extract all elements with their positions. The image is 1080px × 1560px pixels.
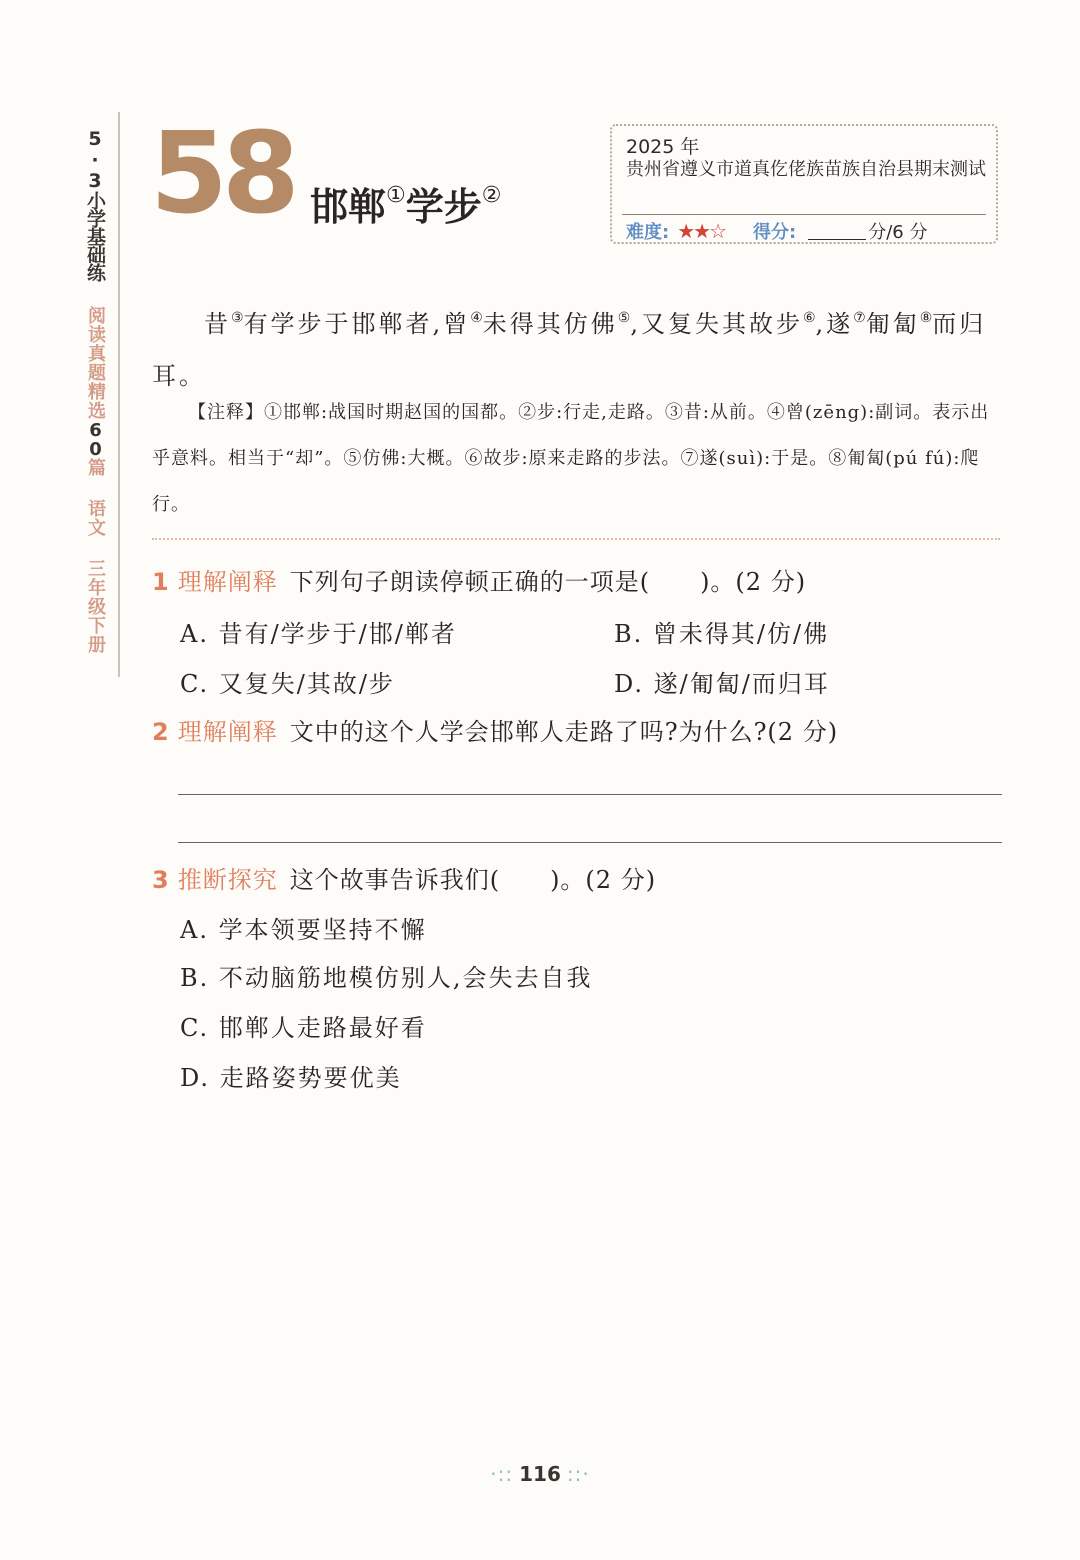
book-subtitle-b: 篇 语文 三年级下册: [85, 458, 106, 654]
lesson-title: [310, 176, 502, 231]
option-d[interactable]: D. 遂/匍匐/而归耳: [614, 670, 830, 698]
question-number: 3: [152, 866, 170, 894]
book-subtitle-a: 阅读真题精选: [85, 306, 106, 420]
info-divider: [622, 214, 986, 215]
book-subtitle-number: 60: [85, 420, 106, 458]
difficulty-score-row: [626, 218, 927, 244]
title-note-2: ②: [481, 183, 502, 208]
exam-year: 2025 年: [626, 136, 700, 158]
page-number: ·:: 116 ::·: [490, 1462, 590, 1486]
question-type: 理解阐释: [177, 568, 278, 596]
section-divider: [152, 538, 1000, 540]
question-number: 1: [152, 568, 170, 596]
score-label: 得分:: [753, 222, 797, 243]
question-number: 2: [152, 718, 170, 746]
option-a[interactable]: A. 学本领要坚持不懈: [180, 916, 427, 944]
question-type: 理解阐释: [177, 718, 278, 746]
annotations: [152, 390, 1002, 528]
question-text: 文中的这个人学会邯郸人走路了吗?为什么?(2 分): [289, 718, 839, 746]
annotations-label: 【注释】: [188, 402, 264, 423]
question-text: 下列句子朗读停顿正确的一项是( )。(2 分): [289, 568, 807, 596]
difficulty-stars: [677, 219, 725, 243]
question-1: [152, 562, 806, 597]
exam-source: 贵州省遵义市道真仡佬族苗族自治县期末测试: [626, 159, 986, 180]
answer-line-2[interactable]: [178, 842, 1002, 843]
title-note-1: ①: [386, 183, 406, 208]
score-blank[interactable]: [808, 223, 866, 240]
side-divider: [118, 112, 120, 677]
book-subtitle: [82, 306, 108, 654]
answer-line-1[interactable]: [178, 794, 1002, 795]
question-2: [152, 712, 838, 747]
score-total: 分/6 分: [868, 222, 928, 243]
title-part-b: 学步: [405, 185, 482, 229]
option-b[interactable]: B. 曾未得其/仿/佛: [614, 620, 830, 648]
question-type: 推断探究: [177, 866, 278, 894]
star-empty-icon: ☆: [709, 219, 725, 243]
exam-info-box: [610, 124, 998, 244]
option-c[interactable]: C. 又复失/其故/步: [180, 670, 395, 698]
question-text: 这个故事告诉我们( )。(2 分): [289, 866, 657, 894]
difficulty-label: 难度:: [626, 222, 670, 243]
option-b[interactable]: B. 不动脑筋地模仿别人,会失去自我: [180, 964, 593, 992]
annotations-text: ①邯郸:战国时期赵国的国都。②步:行走,走路。③昔:从前。④曾(zēng):副词。表示出乎意料。相当于“却”。⑤仿佛:大概。⑥故步:原来走路的步法。⑦遂(suì):于是。⑧匍匐(pú fú):爬行。: [152, 402, 990, 515]
option-c[interactable]: C. 邯郸人走路最好看: [180, 1014, 427, 1042]
option-a[interactable]: A. 昔有/学步于/邯/郸者: [180, 620, 457, 648]
title-part-a: 邯郸: [310, 185, 387, 229]
question-3: [152, 860, 656, 895]
page-number-text: 116: [519, 1462, 561, 1486]
option-d[interactable]: D. 走路姿势要优美: [180, 1064, 402, 1092]
book-series-title: 5·3小学基础练: [84, 128, 106, 281]
lesson-number: 58: [150, 109, 294, 239]
star-filled-icon: ★★: [677, 219, 710, 243]
passage-text: 昔③有学步于邯郸者,曾④未得其仿佛⑤,又复失其故步⑥,遂⑦匍匐⑧而归耳。: [152, 310, 987, 390]
